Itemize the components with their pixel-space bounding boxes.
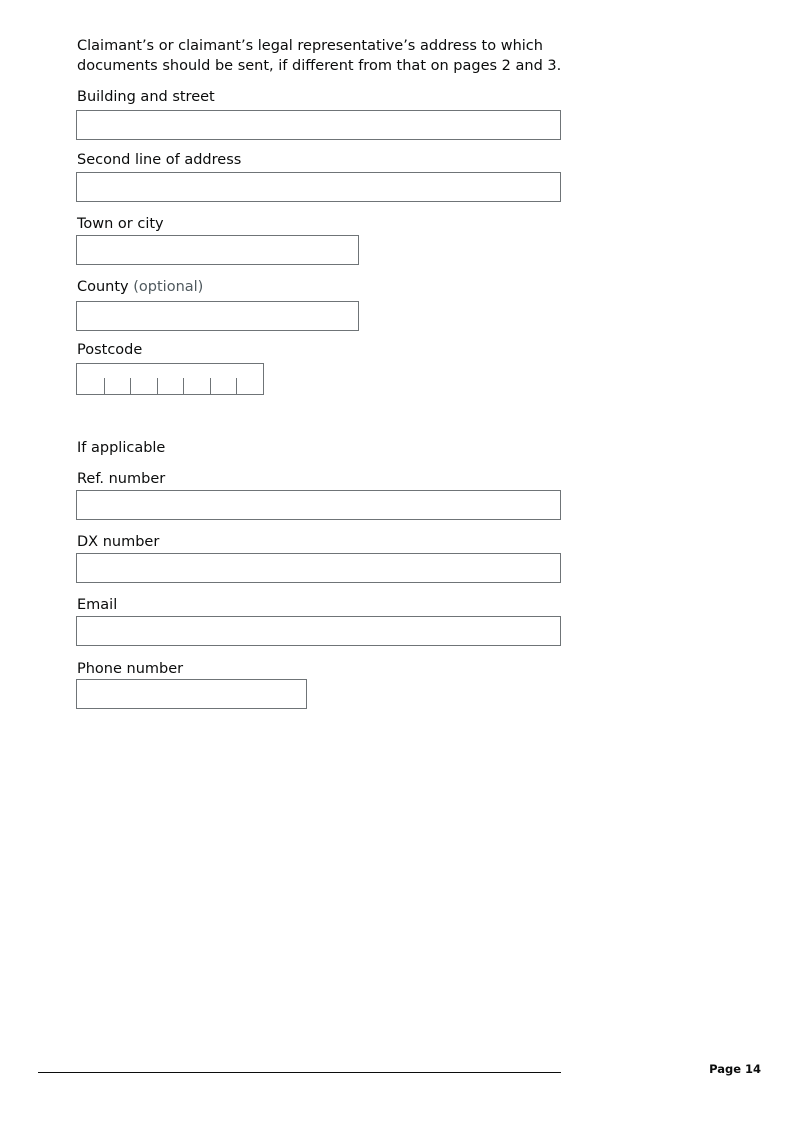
postcode-input[interactable]: [76, 363, 264, 395]
if-applicable-heading: If applicable: [77, 440, 166, 456]
postcode-cell[interactable]: [183, 364, 210, 394]
ref-number-input[interactable]: [76, 490, 561, 520]
postcode-cell[interactable]: [130, 364, 157, 394]
county-label: [77, 278, 203, 296]
page-number: Page 14: [709, 1062, 761, 1076]
footer-divider: [38, 1072, 561, 1073]
county-label-text: County: [77, 279, 129, 295]
county-input[interactable]: [76, 301, 359, 331]
dx-number-label: DX number: [77, 534, 160, 550]
postcode-label: Postcode: [77, 342, 143, 358]
postcode-cell[interactable]: [210, 364, 237, 394]
postcode-cell[interactable]: [236, 364, 263, 394]
ref-number-label: Ref. number: [77, 471, 166, 487]
dx-number-input[interactable]: [76, 553, 561, 583]
building-street-label: Building and street: [77, 89, 215, 105]
town-city-input[interactable]: [76, 235, 359, 265]
postcode-cell[interactable]: [157, 364, 184, 394]
email-label: Email: [77, 597, 118, 613]
postcode-cell[interactable]: [77, 364, 104, 394]
county-optional-hint: (optional): [133, 279, 204, 295]
phone-number-input[interactable]: [76, 679, 307, 709]
building-street-input[interactable]: [76, 110, 561, 140]
phone-number-label: Phone number: [77, 661, 184, 677]
second-line-label: Second line of address: [77, 152, 242, 168]
second-line-input[interactable]: [76, 172, 561, 202]
email-input[interactable]: [76, 616, 561, 646]
town-city-label: Town or city: [77, 216, 164, 232]
postcode-cell[interactable]: [104, 364, 131, 394]
section-instructions: Claimant’s or claimant’s legal representative’s address to which documents should be sent, if different from that on pages 2 and 3.: [77, 38, 562, 74]
